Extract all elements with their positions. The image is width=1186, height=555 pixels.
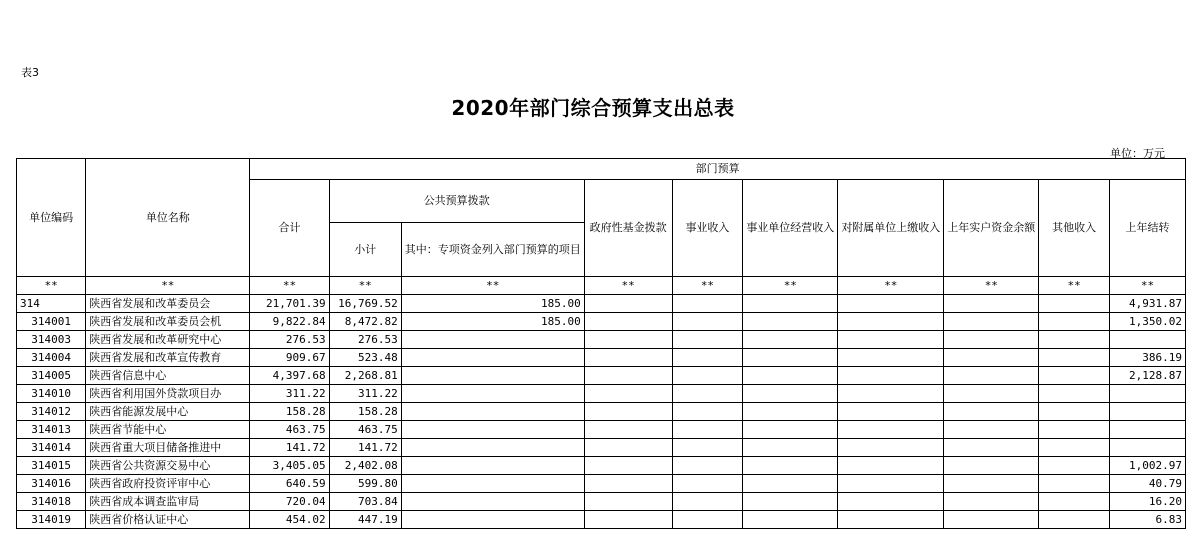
- special-cell: [401, 385, 584, 403]
- unit-code-cell: 314014: [17, 439, 86, 457]
- total-cell: 909.67: [250, 349, 329, 367]
- prev-carryover-cell: 40.79: [1110, 475, 1186, 493]
- career-income-cell: [672, 349, 743, 367]
- unit-name-cell: 陕西省节能中心: [86, 421, 250, 439]
- unit-business-income-cell: [743, 295, 838, 313]
- unit-code-cell: 314019: [17, 511, 86, 529]
- unit-code-cell: 314005: [17, 367, 86, 385]
- unit-code-cell: 314: [17, 295, 86, 313]
- budget-table: [16, 158, 1186, 529]
- star-cell: **: [743, 277, 838, 295]
- special-cell: [401, 367, 584, 385]
- gov-fund-cell: [584, 457, 672, 475]
- special-cell: [401, 457, 584, 475]
- gov-fund-cell: [584, 475, 672, 493]
- unit-code-cell: 314016: [17, 475, 86, 493]
- unit-code-cell: 314010: [17, 385, 86, 403]
- prev-carryover-cell: 16.20: [1110, 493, 1186, 511]
- affiliate-income-cell: [838, 475, 944, 493]
- special-cell: [401, 439, 584, 457]
- career-income-cell: [672, 421, 743, 439]
- star-cell: **: [329, 277, 401, 295]
- special-cell: [401, 349, 584, 367]
- star-cell: **: [401, 277, 584, 295]
- affiliate-income-cell: [838, 493, 944, 511]
- table-row: [17, 493, 1186, 511]
- unit-business-income-cell: [743, 385, 838, 403]
- prev-carryover-cell: [1110, 403, 1186, 421]
- subtotal-cell: 447.19: [329, 511, 401, 529]
- career-income-cell: [672, 367, 743, 385]
- career-income-cell: [672, 475, 743, 493]
- prev-carryover-cell: 6.83: [1110, 511, 1186, 529]
- affiliate-income-cell: [838, 295, 944, 313]
- subtotal-cell: 463.75: [329, 421, 401, 439]
- prev-carryover-cell: 2,128.87: [1110, 367, 1186, 385]
- affiliate-income-cell: [838, 367, 944, 385]
- prev-carryover-cell: [1110, 385, 1186, 403]
- subtotal-cell: 599.80: [329, 475, 401, 493]
- table-row: [17, 313, 1186, 331]
- unit-name-cell: 陕西省信息中心: [86, 367, 250, 385]
- star-cell: **: [838, 277, 944, 295]
- subtotal-cell: 8,472.82: [329, 313, 401, 331]
- unit-business-income-cell: [743, 403, 838, 421]
- header-unit-name: 单位名称: [86, 159, 250, 277]
- star-cell: **: [1039, 277, 1110, 295]
- prev-balance-cell: [944, 511, 1039, 529]
- career-income-cell: [672, 295, 743, 313]
- special-cell: [401, 511, 584, 529]
- unit-name-cell: 陕西省发展和改革委员会机: [86, 313, 250, 331]
- affiliate-income-cell: [838, 439, 944, 457]
- total-cell: 4,397.68: [250, 367, 329, 385]
- prev-balance-cell: [944, 367, 1039, 385]
- table-number: 表3: [21, 66, 39, 79]
- prev-balance-cell: [944, 457, 1039, 475]
- career-income-cell: [672, 439, 743, 457]
- subtotal-cell: 311.22: [329, 385, 401, 403]
- table-row: [17, 403, 1186, 421]
- table-row: [17, 511, 1186, 529]
- unit-name-cell: 陕西省能源发展中心: [86, 403, 250, 421]
- table-row: [17, 439, 1186, 457]
- table-row: [17, 295, 1186, 313]
- prev-balance-cell: [944, 493, 1039, 511]
- gov-fund-cell: [584, 349, 672, 367]
- affiliate-income-cell: [838, 457, 944, 475]
- gov-fund-cell: [584, 367, 672, 385]
- other-income-cell: [1039, 295, 1110, 313]
- gov-fund-cell: [584, 421, 672, 439]
- special-cell: 185.00: [401, 295, 584, 313]
- subtotal-cell: 158.28: [329, 403, 401, 421]
- star-cell: **: [86, 277, 250, 295]
- header-prev-balance: 上年实户资金余额: [944, 180, 1039, 277]
- prev-balance-cell: [944, 421, 1039, 439]
- unit-business-income-cell: [743, 457, 838, 475]
- prev-balance-cell: [944, 403, 1039, 421]
- header-gov-fund: 政府性基金拨款: [584, 180, 672, 277]
- star-cell: **: [672, 277, 743, 295]
- unit-name-cell: 陕西省重大项目储备推进中: [86, 439, 250, 457]
- prev-carryover-cell: [1110, 439, 1186, 457]
- other-income-cell: [1039, 439, 1110, 457]
- header-public-budget: 公共预算拨款: [329, 180, 584, 223]
- unit-business-income-cell: [743, 331, 838, 349]
- prev-balance-cell: [944, 349, 1039, 367]
- unit-code-cell: 314004: [17, 349, 86, 367]
- unit-code-cell: 314012: [17, 403, 86, 421]
- other-income-cell: [1039, 475, 1110, 493]
- total-cell: 21,701.39: [250, 295, 329, 313]
- unit-business-income-cell: [743, 313, 838, 331]
- header-other-income: 其他收入: [1039, 180, 1110, 277]
- career-income-cell: [672, 457, 743, 475]
- header-prev-carryover: 上年结转: [1110, 180, 1186, 277]
- other-income-cell: [1039, 313, 1110, 331]
- subtotal-cell: 276.53: [329, 331, 401, 349]
- career-income-cell: [672, 313, 743, 331]
- prev-balance-cell: [944, 313, 1039, 331]
- affiliate-income-cell: [838, 385, 944, 403]
- gov-fund-cell: [584, 493, 672, 511]
- unit-name-cell: 陕西省公共资源交易中心: [86, 457, 250, 475]
- other-income-cell: [1039, 385, 1110, 403]
- prev-carryover-cell: 4,931.87: [1110, 295, 1186, 313]
- career-income-cell: [672, 331, 743, 349]
- unit-name-cell: 陕西省发展和改革委员会: [86, 295, 250, 313]
- unit-name-cell: 陕西省价格认证中心: [86, 511, 250, 529]
- gov-fund-cell: [584, 511, 672, 529]
- unit-business-income-cell: [743, 511, 838, 529]
- total-cell: 3,405.05: [250, 457, 329, 475]
- other-income-cell: [1039, 511, 1110, 529]
- prev-carryover-cell: 1,002.97: [1110, 457, 1186, 475]
- prev-balance-cell: [944, 385, 1039, 403]
- gov-fund-cell: [584, 403, 672, 421]
- star-cell: **: [584, 277, 672, 295]
- prev-balance-cell: [944, 439, 1039, 457]
- document-title: 2020年部门综合预算支出总表: [451, 96, 735, 120]
- career-income-cell: [672, 403, 743, 421]
- other-income-cell: [1039, 421, 1110, 439]
- header-total: 合计: [250, 180, 329, 277]
- header-unit-business-income: 事业单位经营收入: [743, 180, 838, 277]
- header-subtotal: 小计: [329, 223, 401, 277]
- other-income-cell: [1039, 403, 1110, 421]
- gov-fund-cell: [584, 331, 672, 349]
- header-affiliate-income: 对附属单位上缴收入: [838, 180, 944, 277]
- affiliate-income-cell: [838, 511, 944, 529]
- prev-balance-cell: [944, 475, 1039, 493]
- special-cell: 185.00: [401, 313, 584, 331]
- header-unit-code: 单位编码: [17, 159, 86, 277]
- unit-code-cell: 314015: [17, 457, 86, 475]
- unit-business-income-cell: [743, 349, 838, 367]
- star-cell: **: [1110, 277, 1186, 295]
- subtotal-cell: 523.48: [329, 349, 401, 367]
- subtotal-cell: 141.72: [329, 439, 401, 457]
- gov-fund-cell: [584, 385, 672, 403]
- header-career-income: 事业收入: [672, 180, 743, 277]
- table-row: [17, 475, 1186, 493]
- special-cell: [401, 331, 584, 349]
- unit-name-cell: 陕西省成本调查监审局: [86, 493, 250, 511]
- total-cell: 720.04: [250, 493, 329, 511]
- unit-name-cell: 陕西省利用国外贷款项目办: [86, 385, 250, 403]
- prev-carryover-cell: 386.19: [1110, 349, 1186, 367]
- career-income-cell: [672, 511, 743, 529]
- unit-business-income-cell: [743, 493, 838, 511]
- total-cell: 158.28: [250, 403, 329, 421]
- subtotal-cell: 2,402.08: [329, 457, 401, 475]
- unit-business-income-cell: [743, 367, 838, 385]
- gov-fund-cell: [584, 295, 672, 313]
- affiliate-income-cell: [838, 421, 944, 439]
- prev-balance-cell: [944, 331, 1039, 349]
- total-cell: 9,822.84: [250, 313, 329, 331]
- gov-fund-cell: [584, 313, 672, 331]
- total-cell: 276.53: [250, 331, 329, 349]
- header-dept-budget: 部门预算: [250, 159, 1186, 180]
- star-cell: **: [250, 277, 329, 295]
- total-cell: 454.02: [250, 511, 329, 529]
- unit-name-cell: 陕西省政府投资评审中心: [86, 475, 250, 493]
- unit-name-cell: 陕西省发展和改革宣传教育: [86, 349, 250, 367]
- subtotal-cell: 703.84: [329, 493, 401, 511]
- other-income-cell: [1039, 457, 1110, 475]
- unit-code-cell: 314018: [17, 493, 86, 511]
- unit-name-cell: 陕西省发展和改革研究中心: [86, 331, 250, 349]
- special-cell: [401, 493, 584, 511]
- special-cell: [401, 403, 584, 421]
- prev-carryover-cell: [1110, 421, 1186, 439]
- special-cell: [401, 475, 584, 493]
- subtotal-cell: 2,268.81: [329, 367, 401, 385]
- unit-business-income-cell: [743, 475, 838, 493]
- unit-code-cell: 314001: [17, 313, 86, 331]
- total-cell: 463.75: [250, 421, 329, 439]
- gov-fund-cell: [584, 439, 672, 457]
- unit-business-income-cell: [743, 439, 838, 457]
- unit-code-cell: 314013: [17, 421, 86, 439]
- star-cell: **: [944, 277, 1039, 295]
- header-special-items: 其中：专项资金列入部门预算的项目: [401, 223, 584, 277]
- career-income-cell: [672, 493, 743, 511]
- unit-code-cell: 314003: [17, 331, 86, 349]
- other-income-cell: [1039, 349, 1110, 367]
- total-cell: 640.59: [250, 475, 329, 493]
- other-income-cell: [1039, 331, 1110, 349]
- prev-carryover-cell: [1110, 331, 1186, 349]
- table-row: [17, 421, 1186, 439]
- subtotal-cell: 16,769.52: [329, 295, 401, 313]
- total-cell: 141.72: [250, 439, 329, 457]
- table-row: [17, 349, 1186, 367]
- table-row: [17, 385, 1186, 403]
- affiliate-income-cell: [838, 331, 944, 349]
- prev-carryover-cell: 1,350.02: [1110, 313, 1186, 331]
- affiliate-income-cell: [838, 403, 944, 421]
- total-cell: 311.22: [250, 385, 329, 403]
- special-cell: [401, 421, 584, 439]
- star-cell: **: [17, 277, 86, 295]
- other-income-cell: [1039, 493, 1110, 511]
- unit-business-income-cell: [743, 421, 838, 439]
- table-row: [17, 331, 1186, 349]
- affiliate-income-cell: [838, 313, 944, 331]
- prev-balance-cell: [944, 295, 1039, 313]
- unit-label: 单位：万元: [1110, 147, 1165, 160]
- affiliate-income-cell: [838, 349, 944, 367]
- table-row: [17, 367, 1186, 385]
- other-income-cell: [1039, 367, 1110, 385]
- table-row: [17, 457, 1186, 475]
- career-income-cell: [672, 385, 743, 403]
